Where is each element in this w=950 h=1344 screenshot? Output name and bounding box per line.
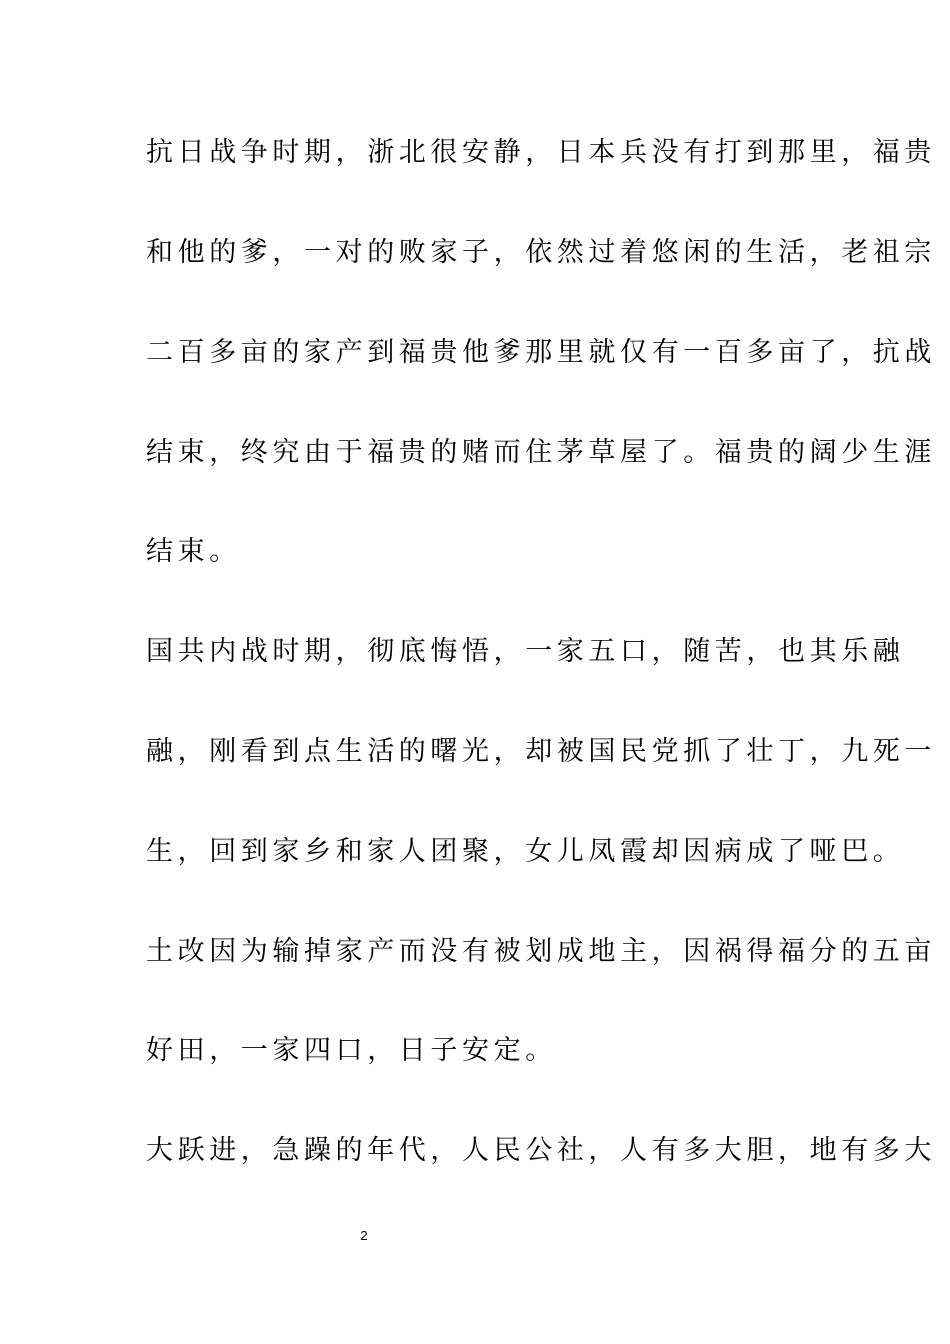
text-line-2: 和他的爹，一对的败家子，依然过着悠闲的生活，老祖宗	[146, 237, 936, 268]
text-line-9: 土改因为输掉家产而没有被划成地主，因祸得福分的五亩	[146, 936, 936, 967]
text-line-4: 结束，终究由于福贵的赌而住茅草屋了。福贵的阔少生涯	[146, 437, 936, 468]
text-line-6: 国共内战时期，彻底悔悟，一家五口，随苦，也其乐融	[146, 636, 905, 667]
page-number: 2	[360, 1228, 368, 1243]
text-line-5: 结束。	[146, 536, 241, 567]
text-line-8: 生，回到家乡和家人团聚，女儿凤霞却因病成了哑巴。	[146, 836, 905, 867]
text-line-1: 抗日战争时期，浙北很安静，日本兵没有打到那里，福贵	[146, 137, 936, 168]
text-line-3: 二百多亩的家产到福贵他爹那里就仅有一百多亩了，抗战	[146, 337, 936, 368]
text-line-11: 大跃进，急躁的年代，人民公社，人有多大胆，地有多大	[146, 1135, 936, 1166]
text-line-10: 好田，一家四口，日子安定。	[146, 1035, 557, 1066]
text-line-7: 融，刚看到点生活的曙光，却被国民党抓了壮丁，九死一	[146, 736, 936, 767]
